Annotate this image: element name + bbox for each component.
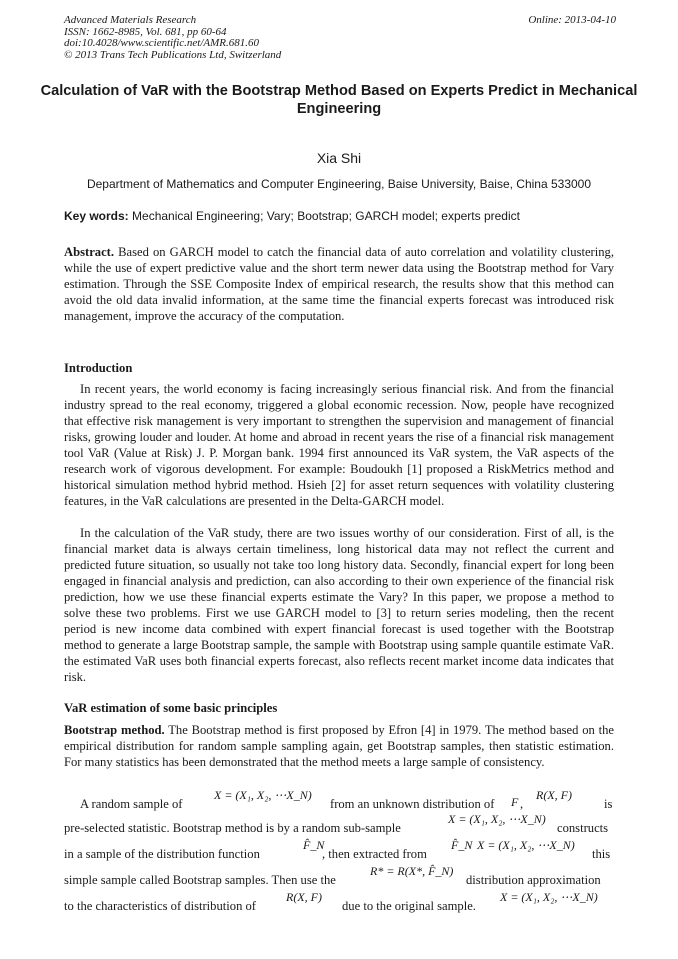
equation-sub-sample-x: X = (X₁, X₂, ⋯X_N) bbox=[448, 812, 546, 826]
line3-text-b: , then extracted from bbox=[322, 847, 427, 861]
line4-text-b: distribution approximation bbox=[466, 873, 601, 887]
equation-empirical-f-hat-2: F̂_N bbox=[451, 838, 473, 852]
author-name: Xia Shi bbox=[316, 150, 362, 166]
equation-empirical-f-hat: F̂_N bbox=[303, 838, 325, 852]
issn: ISSN: 1662-8985, Vol. 681, pp 60-64 bbox=[64, 25, 227, 38]
doi: doi:10.4028/www.scientific.net/AMR.681.60 bbox=[64, 37, 260, 49]
abstract-text: Based on GARCH model to catch the financial data of auto correlation and volatility clustering, while the use of expert predictive value and the short term newer data using the Bootstrap method for Vary estimation. Through the SSE Composite Index of empirical research, the results show that this method can avoid the old data invalid information, at the same time the financial experts forecast was introduced risk management, improve the accuracy of the computation. bbox=[64, 245, 614, 323]
introduction-heading: Introduction bbox=[64, 361, 133, 375]
line5-text-b: due to the original sample. bbox=[342, 899, 476, 913]
equation-distribution-f: F bbox=[511, 795, 519, 809]
bootstrap-label: Bootstrap method. bbox=[64, 723, 165, 737]
abstract-label: Abstract. bbox=[64, 245, 115, 259]
equation-statistic-r: R(X, F) bbox=[536, 788, 572, 802]
bootstrap-text: The Bootstrap method is first proposed by Efron [4] in 1979. The method based on the empirical distribution for random sample sampling again, get Bootstrap samples, then statistic estimation. For many statistics has been demonstrated that the method meets a large sample of consistency. bbox=[64, 723, 614, 769]
var-section-heading: VaR estimation of some basic principles bbox=[64, 701, 278, 715]
copyright: © 2013 Trans Tech Publications Ltd, Switzerland bbox=[64, 48, 282, 61]
journal-name: Advanced Materials Research bbox=[64, 14, 197, 26]
line1-text-a: A random sample of bbox=[80, 797, 183, 811]
line2-text-b: constructs bbox=[557, 821, 609, 835]
bootstrap-paragraph bbox=[64, 722, 614, 770]
equation-sample-x: X = (X₁, X₂, ⋯X_N) bbox=[214, 788, 312, 802]
introduction-paragraph-1: In recent years, the world economy is facing increasingly serious financial risk. And from the financial industry spread to the real economy, triggered a global economic recession. Now, people have recognized that effective risk management is very important to strengthen the supervision and management of financial risks, growing louder and louder. At home and abroad in recent years the rise of a financial risk management tool VaR (Value at Risk) J. P. Morgan bank. 1994 first announced its VaR system, the VaR aspects of the research work of vigorous development. For example: Boudoukh [1] proposed a RiskMetrics method and historical simulation method hybrid method. Hsieh [2] for asset return sequences with volatility clustering features, in the VaR calculations are presented in the Delta-GARCH model. bbox=[64, 382, 614, 508]
equation-line-3 bbox=[64, 838, 614, 868]
line1-text-b: from an unknown distribution of bbox=[330, 797, 495, 811]
abstract bbox=[64, 244, 614, 324]
line5-text-a: to the characteristics of distribution of bbox=[64, 899, 256, 913]
equation-bootstrap-x: X = (X₁, X₂, ⋯X_N) bbox=[477, 838, 575, 852]
online-date: Online: 2013-04-10 bbox=[528, 14, 616, 26]
line1-text-c: , bbox=[520, 797, 524, 811]
equation-r-x-f: R(X, F) bbox=[286, 890, 322, 904]
line4-text-a: simple sample called Bootstrap samples. Then use the bbox=[64, 873, 336, 887]
author-affiliation: Department of Mathematics and Computer Engineering, Baise University, Baise, China 533000 bbox=[86, 177, 592, 191]
keywords-text: Mechanical Engineering; Vary; Bootstrap; GARCH model; experts predict bbox=[128, 209, 520, 223]
paper-title: Calculation of VaR with the Bootstrap Method Based on Experts Predict in Mechanical Engineering bbox=[40, 83, 638, 117]
line3-text-a: in a sample of the distribution function bbox=[64, 847, 260, 861]
line1-text-d: is bbox=[604, 797, 613, 811]
equation-line-5 bbox=[64, 890, 614, 920]
keywords bbox=[64, 209, 616, 223]
equation-r-star: R* = R(X*, F̂_N) bbox=[370, 864, 454, 878]
equation-original-sample-x: X = (X₁, X₂, ⋯X_N) bbox=[500, 890, 598, 904]
line3-text-c: this bbox=[592, 847, 611, 861]
introduction-paragraph-2: In the calculation of the VaR study, there are two issues worthy of our consideration. First of all, is the financial market data is always certain timeliness, long historical data may not reflect the current and predicted future situation, so usually not take too long history data. Secondly, financial expert for long been engaged in financial analysis and prediction, can also according to their own experience of the financial risk prediction, how we use these financial experts estimate the Vary? In this paper, we propose a method to solve these two problems. First we use GARCH model to [3] to return series modeling, then the recent period is new income data combined with expert financial forecast is used together with the Bootstrap method to generate a large Bootstrap sample, the sample with Bootstrap using sample quantile estimate VaR. the estimated VaR uses both financial experts forecast, also reflects recent market income data indicates that risk. bbox=[64, 526, 614, 684]
line2-text-a: pre-selected statistic. Bootstrap method is by a random sub-sample bbox=[64, 821, 401, 835]
keywords-label: Key words: bbox=[64, 209, 129, 223]
journal-metadata bbox=[64, 15, 281, 61]
